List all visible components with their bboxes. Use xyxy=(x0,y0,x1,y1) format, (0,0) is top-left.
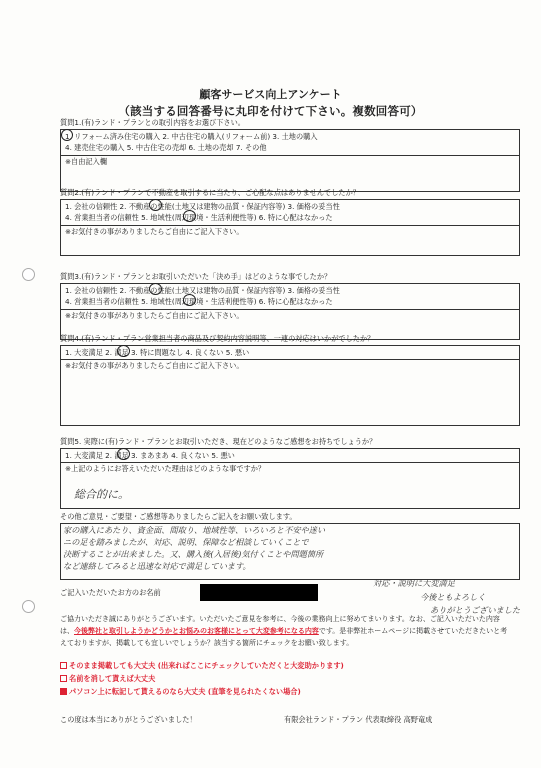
other-comments xyxy=(60,512,520,580)
handwritten-comment-line: など連絡してみると迅速な対応で満足しています。 xyxy=(63,561,251,571)
question-4-free-label: ※お気付きの事がありましたらご自由にご記入下さい。 xyxy=(65,361,244,370)
divider xyxy=(60,359,520,360)
question-3-options-row1: 1. 会社の信頼性 2. 不動産の性能(土地又は建物の品質・保証内容等) 3. 価格の妥当性 xyxy=(65,286,340,295)
checkbox-transcribe[interactable] xyxy=(60,688,67,695)
question-2-text: 質問2.(有)ランド・プランで不動産を取引するに当たり、ご心配な点はありませんでしたか？ xyxy=(60,188,360,197)
question-2 xyxy=(60,188,520,256)
answer-circle xyxy=(183,294,196,306)
thanks-text: この度は本当にありがとうございました！ xyxy=(60,715,197,724)
question-2-options-row2: 4. 営業担当者の信頼性 5. 地域性(周辺環境・生活利便性等) 6. 特に心配はなかった xyxy=(65,213,333,222)
punch-hole xyxy=(22,600,35,613)
footer-paragraph xyxy=(60,614,510,649)
divider xyxy=(60,225,520,226)
question-1 xyxy=(60,118,520,192)
divider xyxy=(60,155,520,156)
company-signature: 有限会社ランド・プラン 代表取締役 高野竜成 xyxy=(284,715,433,724)
question-1-free-label: ※自由記入欄 xyxy=(65,157,107,166)
question-1-text: 質問1.(有)ランド・プランとの取引内容をお選び下さい。 xyxy=(60,118,245,127)
question-1-options-row2: 4. 建売住宅の購入 5. 中古住宅の売却 6. 土地の売却 7. その他 xyxy=(65,143,267,152)
answer-circle xyxy=(117,448,130,460)
punch-hole xyxy=(22,268,35,281)
answer-circle xyxy=(183,210,196,222)
answer-circle xyxy=(61,129,73,141)
checkbox-hide-name[interactable] xyxy=(60,675,67,682)
footer-text: です。是非弊社ホームページに掲載させていただきたいと考えておりますが、掲載しても宜しいでしょうか？該当する箇所にチェックをお願い致します。 xyxy=(60,626,508,647)
handwritten-note: 対応・説明に大変満足 xyxy=(373,578,455,588)
handwritten-comment-line: 家の購入にあたり、資金面、間取り、地域性等、いろいろと不安や迷い xyxy=(63,525,326,535)
question-3 xyxy=(60,272,520,340)
question-3-box xyxy=(60,283,520,340)
footer-text: ご協力いただき誠にありがとうございます。いただいたご意見を参考に、今後の業務向上に努めてまいります。なお、ご記入いただいた内容は、 xyxy=(60,615,500,635)
question-2-free-label: ※お気付きの事がありましたらご自由にご記入下さい。 xyxy=(65,227,244,236)
question-4-options-row1: 1. 大変満足 2. 満足 3. 特に問題なし 4. 良くない 5. 悪い xyxy=(65,348,250,357)
question-4-box xyxy=(60,345,520,426)
question-3-free-label: ※お気付きの事がありましたらご自由にご記入下さい。 xyxy=(65,311,244,320)
footer-emphasis: 今後弊社と取引しようかどうかとお悩みのお客様にとって大変参考になる内容 xyxy=(74,626,319,635)
question-5 xyxy=(60,437,520,509)
handwritten-comment-line: 決断することが出来ました。又、購入後(入居後)気付くことや問題箇所 xyxy=(63,549,324,559)
other-comments-label: その他ご意見・ご要望・ご感想等ありましたらご記入をお願い致します。 xyxy=(60,512,297,521)
option-publish-as-is: そのまま掲載しても大丈夫 (出来ればここにチェックしていただくと大変助かります) xyxy=(69,661,344,670)
answer-circle xyxy=(117,345,130,357)
handwritten-reason: 総合的に。 xyxy=(74,488,129,501)
divider xyxy=(60,462,520,463)
other-comments-box xyxy=(60,523,520,580)
question-5-free-label: ※上記のようにお答えいただいた理由はどのような事ですか？ xyxy=(65,464,266,473)
question-4-text: 質問4.(有)ランド・プラン営業担当者の商品及び契約内容説明等、一連の対応はいかがでしたか？ xyxy=(60,334,375,343)
handwritten-note: 今後ともよろしく xyxy=(420,592,486,602)
question-3-text: 質問3.(有)ランド・プランとお取引いただいた「決め手」はどのような事でしたか？ xyxy=(60,272,332,281)
handwritten-comment-line: ニの足を踏みましたが、対応、説明、保障など相談していくことで xyxy=(63,537,309,547)
redacted-name xyxy=(200,584,318,601)
answer-circle xyxy=(149,199,162,211)
divider xyxy=(60,309,520,310)
question-1-options-row1: 1. リフォーム済み住宅の購入 2. 中古住宅の購入(リフォーム前) 3. 土地の購入 xyxy=(65,132,318,141)
name-label: ご記入いただいたお方のお名前 xyxy=(60,588,161,597)
option-transcribe: パソコン上に転記して貰えるのなら大丈夫 (直筆を見られたくない場合) xyxy=(69,687,301,696)
question-2-box xyxy=(60,199,520,256)
survey-subtitle: （該当する回答番号に丸印を付けて下さい。複数回答可） xyxy=(118,104,423,118)
question-3-options-row2: 4. 営業担当者の信頼性 5. 地域性(周辺環境・生活利便性等) 6. 特に心配はなかった xyxy=(65,297,333,306)
question-1-box xyxy=(60,129,520,192)
question-4 xyxy=(60,334,520,426)
option-hide-name: 名前を消して貰えば大丈夫 xyxy=(69,674,156,683)
answer-circle xyxy=(149,283,162,295)
handwritten-note: ありがとうございました xyxy=(430,605,521,615)
survey-title: 顧客サービス向上アンケート xyxy=(199,88,342,101)
question-5-options-row1: 1. 大変満足 2. 満足 3. まあまあ 4. 良くない 5. 悪い xyxy=(65,451,235,460)
question-5-text: 質問5. 実際に(有)ランド・プランとお取引いただき、現在どのようなご感想をお持ちでしょうか？ xyxy=(60,437,377,446)
checkbox-publish-as-is[interactable] xyxy=(60,662,67,669)
question-2-options-row1: 1. 会社の信頼性 2. 不動産の性能(土地又は建物の品質・保証内容等) 3. 価格の妥当性 xyxy=(65,202,340,211)
